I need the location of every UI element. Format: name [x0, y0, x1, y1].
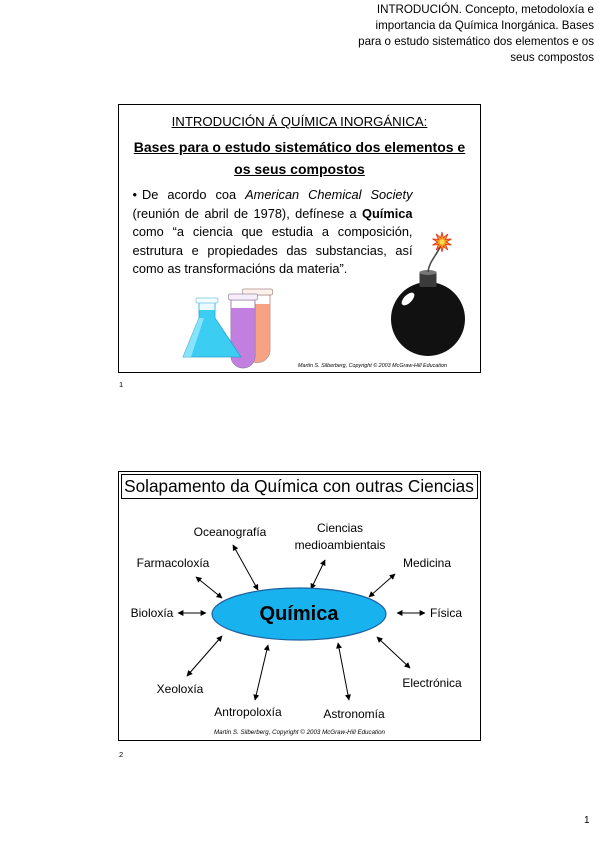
science-label-medicina: Medicina: [402, 555, 451, 570]
flask-rim: [196, 298, 218, 303]
arrow-electronica: [377, 637, 410, 668]
science-label-ciencias-line1: Ciencias: [316, 520, 363, 535]
science-label-bioloxia: Bioloxía: [130, 605, 173, 620]
slide-2-credit: Martin S. Silberberg, Copyright © 2003 McGraw-Hill Education: [213, 729, 385, 736]
bomb-body: [391, 282, 465, 356]
arrow-xeoloxia: [187, 636, 222, 676]
flask-neck-glass: [199, 303, 214, 310]
slide-1-credit: Martin S. Silberberg, Copyright © 2003 McGraw-Hill Education: [298, 363, 447, 369]
science-label-xeoloxia: Xeoloxía: [156, 681, 203, 696]
arrow-oceanografia: [233, 545, 258, 590]
slide-2: [118, 471, 481, 741]
science-label-ciencias-line2: medioambientais: [294, 537, 385, 552]
science-label-astronomia: Astronomía: [322, 706, 385, 721]
definition-text: (reunión de abril de 1978), defínese a: [132, 205, 362, 221]
arrow-medicina: [369, 574, 395, 597]
arrow-ciencias-medioambientais: [311, 560, 325, 589]
header-line: INTRODUCIÓN. Concepto, metodoloxía e: [376, 3, 594, 16]
chemistry-label: Química: [259, 602, 338, 625]
purple-test-tube-liquid: [231, 308, 254, 368]
slide-1: [118, 104, 481, 373]
document-header: [358, 2, 594, 66]
header-line: para o estudo sistemático dos elementos e os: [358, 35, 594, 48]
definition-text: De acordo coa: [141, 187, 246, 202]
definition-emphasis: American Chemical Society: [245, 187, 413, 202]
science-label-oceanografia: Oceanografía: [193, 524, 266, 539]
fuse-spark-core: [439, 239, 444, 244]
slide-1-subtitle: Bases para o estudo sistemático dos elementos e os seus compostos: [133, 139, 466, 177]
slide-2-number: 2: [119, 750, 124, 759]
slide-2-title: Solapamento da Química con outras Ciencias: [121, 474, 478, 499]
slide-1-title: INTRODUCIÓN Á QUÍMICA INORGÁNICA:: [171, 114, 428, 129]
header-line: seus compostos: [510, 51, 594, 64]
slide-1-number: 1: [119, 380, 124, 389]
definition-bullet: [133, 186, 413, 279]
test-tubes-icon: [183, 289, 273, 368]
overlap-diagram: [118, 471, 481, 741]
purple-test-tube-rim: [228, 294, 257, 300]
science-label-antropoloxia: Antropoloxía: [213, 704, 282, 719]
arrow-astronomia: [338, 643, 349, 700]
science-label-fisica: Física: [429, 605, 462, 620]
header-line: importancia da Química Inorgánica. Bases: [375, 19, 594, 32]
arrow-antropoloxia: [255, 645, 268, 700]
bomb-fuse: [428, 247, 440, 272]
bullet-marker: •: [132, 187, 137, 202]
arrow-farmacoloxia: [196, 577, 222, 598]
science-label-electronica: Electrónica: [401, 675, 462, 690]
science-label-farmacoloxia: Farmacoloxía: [136, 555, 209, 570]
definition-strong: Química: [362, 205, 413, 221]
page-number: 1: [584, 815, 590, 826]
definition-text: como “a ciencia que estudia a composición, estrutura e propiedades das substancias, así como as transformacións da materia”.: [132, 224, 413, 276]
